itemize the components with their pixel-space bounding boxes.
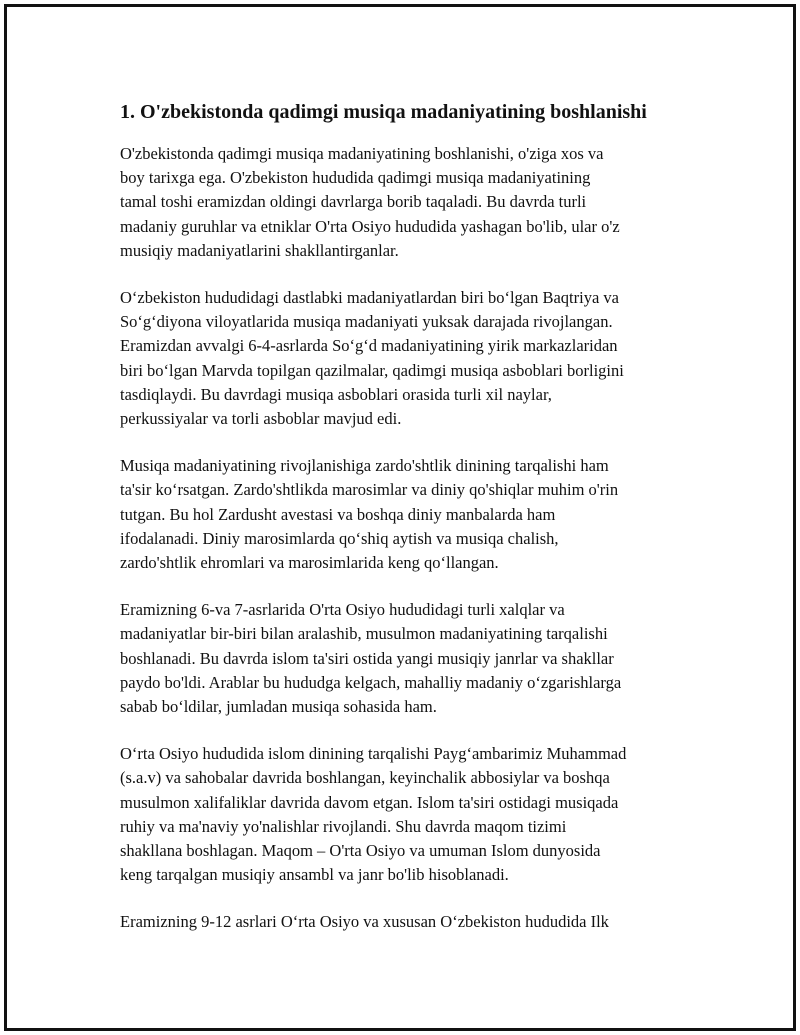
text-line: biri bo‘lgan Marvda topilgan qazilmalar, qadimgi musiqa asboblari borligini [120, 360, 624, 380]
paragraph-1 [120, 142, 700, 263]
text-line: perkussiyalar va torli asboblar mavjud edi. [120, 409, 402, 429]
paragraph-4 [120, 598, 700, 719]
document-body [120, 99, 700, 958]
text-line: ifodalanadi. Diniy marosimlarda qo‘shiq aytish va musiqa chalish, [120, 528, 559, 548]
text-line: keng tarqalgan musiqiy ansambl va janr bo'lib hisoblanadi. [120, 865, 509, 885]
text-line: Eramizdan avvalgi 6-4-asrlarda So‘g‘d madaniyatining yirik markazlaridan [120, 336, 618, 356]
text-line: tasdiqlaydi. Bu davrdagi musiqa asboblari orasida turli xil naylar, [120, 384, 552, 404]
section-heading: 1. O'zbekistonda qadimgi musiqa madaniyatining boshlanishi [120, 101, 647, 123]
text-line: ruhiy va ma'naviy yo'nalishlar rivojlandi. Shu davrda maqom tizimi [120, 816, 567, 836]
text-line: boshlanadi. Bu davrda islom ta'siri ostida yangi musiqiy janrlar va shakllar [120, 648, 614, 668]
text-line: O'zbekistonda qadimgi musiqa madaniyatining boshlanishi, o'ziga xos va [120, 144, 604, 163]
paragraph-2 [120, 286, 700, 431]
text-line: ta'sir ko‘rsatgan. Zardo'shtlikda marosimlar va diniy qo'shiqlar muhim o'rin [120, 480, 619, 500]
text-line: Eramizning 9-12 asrlari O‘rta Osiyo va xususan O‘zbekiston hududida Ilk [120, 912, 609, 932]
text-line: O‘zbekiston hududidagi dastlabki madaniyatlardan biri bo‘lgan Baqtriya va [120, 288, 619, 308]
text-line: Eramizning 6-va 7-asrlarida O'rta Osiyo hududidagi turli xalqlar va [120, 600, 565, 620]
text-line: madaniy guruhlar va etniklar O'rta Osiyo hududida yashagan bo'lib, ular o'z [120, 216, 620, 236]
text-line: tamal toshi eramizdan oldingi davrlarga borib taqaladi. Bu davrda turli [120, 192, 587, 212]
paragraph-3 [120, 454, 700, 575]
text-line: O‘rta Osiyo hududida islom dinining tarqalishi Payg‘ambarimiz Muhammad [120, 744, 627, 764]
text-line: zardo'shtlik ehromlari va marosimlarida keng qo‘llangan. [120, 553, 499, 573]
text-line: sabab bo‘ldilar, jumladan musiqa sohasida ham. [120, 697, 437, 717]
text-line: tutgan. Bu hol Zardusht avestasi va boshqa diniy manbalarda ham [120, 504, 556, 524]
text-line: So‘g‘diyona viloyatlarida musiqa madaniyati yuksak darajada rivojlangan. [120, 312, 613, 332]
paragraph-5 [120, 742, 700, 887]
text-line: boy tarixga ega. O'zbekiston hududida qadimgi musiqa madaniyatining [120, 168, 591, 188]
text-line: musiqiy madaniyatlarini shakllantirganlar. [120, 240, 399, 260]
text-line: madaniyatlar bir-biri bilan aralashib, musulmon madaniyatining tarqalishi [120, 624, 608, 644]
paragraph-6 [120, 910, 700, 934]
page-border [4, 4, 796, 1031]
text-line: Musiqa madaniyatining rivojlanishiga zardo'shtlik dinining tarqalishi ham [120, 456, 609, 476]
text-line: shakllana boshlagan. Maqom – O'rta Osiyo va umuman Islom dunyosida [120, 841, 601, 861]
text-line: paydo bo'ldi. Arablar bu hududga kelgach, mahalliy madaniy o‘zgarishlarga [120, 672, 622, 692]
text-line: (s.a.v) va sahobalar davrida boshlangan, keyinchalik abbosiylar va boshqa [120, 768, 610, 788]
text-line: musulmon xalifaliklar davrida davom etgan. Islom ta'siri ostidagi musiqada [120, 792, 619, 812]
